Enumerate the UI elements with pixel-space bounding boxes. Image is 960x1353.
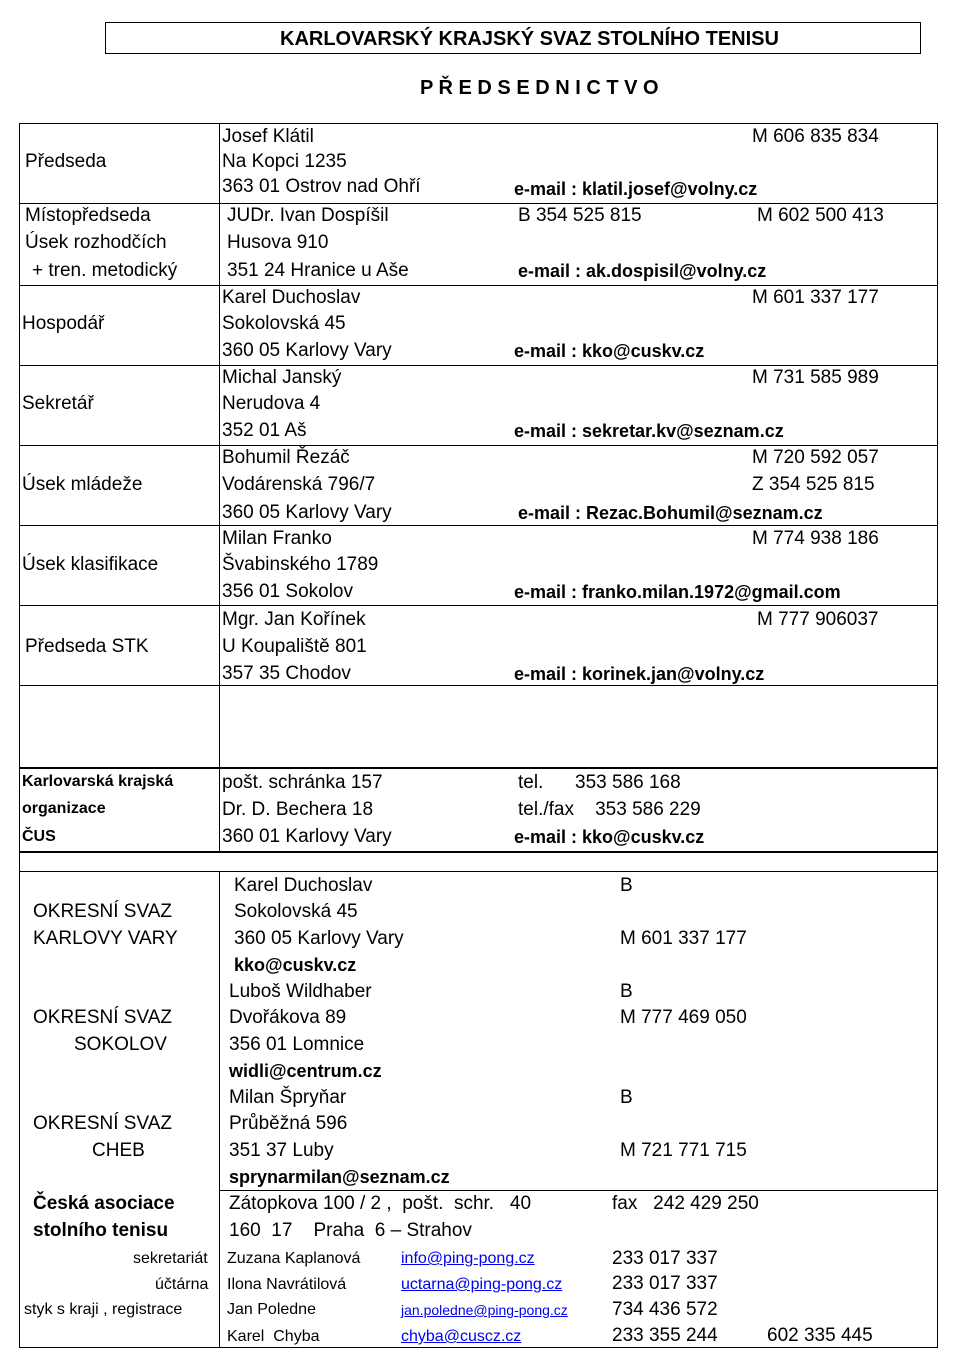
role-label: Předseda STK (25, 636, 149, 657)
district-email: sprynarmilan@seznam.cz (229, 1167, 450, 1187)
organization-col-divider (219, 768, 220, 852)
address-line: JUDr. Ivan Dospíšil (227, 205, 389, 226)
district-address: Sokolovská 45 (234, 901, 358, 922)
district-phone-b: B (620, 875, 633, 896)
address-line: 360 05 Karlovy Vary (222, 340, 392, 361)
district-address: 360 05 Karlovy Vary (234, 928, 404, 949)
district-address: Karel Duchoslav (234, 875, 373, 896)
staff-email-link[interactable]: chyba@cuscz.cz (401, 1328, 522, 1345)
staff-email-link[interactable]: jan.poledne@ping-pong.cz (401, 1302, 568, 1318)
row-divider (19, 525, 938, 526)
staff-phone: 233 355 244 (612, 1325, 718, 1346)
row-divider (19, 445, 938, 446)
district-name: SOKOLOV (74, 1034, 167, 1055)
role-label: Úsek rozhodčích (25, 232, 167, 253)
mobile-phone: M 774 938 186 (752, 528, 879, 549)
page-subtitle: P Ř E D S E D N I C T V O (420, 77, 659, 99)
association-address: Zátopkova 100 / 2 , pošt. schr. 40 (229, 1193, 532, 1214)
email: e-mail : korinek.jan@volny.cz (514, 664, 765, 684)
address-line: Nerudova 4 (222, 393, 321, 414)
other-phone: Z 354 525 815 (752, 474, 875, 495)
district-email: kko@cuskv.cz (234, 955, 357, 975)
spacer-box (19, 686, 938, 768)
address-line: 363 01 Ostrov nad Ohří (222, 176, 421, 197)
address-line: 352 01 Aš (222, 420, 307, 441)
mobile-phone: M 720 592 057 (752, 447, 879, 468)
district-phone-b: B (620, 1087, 633, 1108)
mobile-phone: M 731 585 989 (752, 367, 879, 388)
address-line: Švabinského 1789 (222, 554, 379, 575)
role-label: Úsek klasifikace (22, 554, 159, 575)
address-line: U Koupaliště 801 (222, 636, 367, 657)
address-line: Sokolovská 45 (222, 313, 346, 334)
staff-phone: 233 017 337 (612, 1273, 718, 1294)
page-title: KARLOVARSKÝ KRAJSKÝ SVAZ STOLNÍHO TENISU (280, 28, 779, 50)
organization-address: 360 01 Karlovy Vary (222, 826, 392, 847)
email: e-mail : franko.milan.1972@gmail.com (514, 582, 841, 602)
staff-email-link[interactable]: uctarna@ping-pong.cz (401, 1276, 563, 1293)
district-name: OKRESNÍ SVAZ (33, 1113, 173, 1134)
staff-name: Jan Poledne (227, 1301, 316, 1318)
address-line: Na Kopci 1235 (222, 151, 347, 172)
address-line: 357 35 Chodov (222, 663, 351, 684)
district-address: Luboš Wildhaber (229, 981, 372, 1002)
district-address: 356 01 Lomnice (229, 1034, 365, 1055)
mobile-phone: M 602 500 413 (757, 205, 884, 226)
district-address: Průběžná 596 (229, 1113, 348, 1134)
row-divider (19, 605, 938, 606)
row-divider (19, 365, 938, 366)
address-line: Michal Janský (222, 367, 342, 388)
email: e-mail : sekretar.kv@seznam.cz (514, 421, 784, 441)
association-address: 160 17 Praha 6 – Strahov (229, 1220, 472, 1241)
district-phone-b: B (620, 981, 633, 1002)
role-label: Sekretář (22, 393, 94, 414)
address-line: Mgr. Jan Kořínek (222, 609, 366, 630)
staff-phone-2: 602 335 445 (767, 1325, 873, 1346)
row-divider (19, 203, 938, 204)
row-divider (219, 1190, 938, 1191)
address-line: Husova 910 (227, 232, 329, 253)
district-name: OKRESNÍ SVAZ (33, 901, 173, 922)
staff-role: styk s kraji , registrace (24, 1301, 183, 1318)
mobile-phone: M 606 835 834 (752, 126, 879, 147)
staff-name: Ilona Navrátilová (227, 1276, 347, 1293)
role-label: Místopředseda (25, 205, 151, 226)
spacer-col-divider (219, 686, 220, 768)
district-phone-m: M 601 337 177 (620, 928, 747, 949)
staff-role: účtárna (155, 1276, 209, 1293)
district-table (19, 852, 938, 1348)
role-label: Hospodář (22, 313, 105, 334)
staff-email-link[interactable]: info@ping-pong.cz (401, 1250, 535, 1267)
email: e-mail : klatil.josef@volny.cz (514, 179, 758, 199)
association-fax: fax 242 429 250 (612, 1193, 759, 1214)
address-line: Karel Duchoslav (222, 287, 361, 308)
mobile-phone: M 601 337 177 (752, 287, 879, 308)
email: e-mail : Rezac.Bohumil@seznam.cz (518, 503, 823, 523)
address-line: Bohumil Řezáč (222, 447, 350, 468)
organization-fax: tel./fax 353 586 229 (518, 799, 701, 820)
organization-name: ČUS (22, 828, 56, 845)
role-label: Předseda (25, 151, 107, 172)
row-divider (19, 285, 938, 286)
staff-name: Karel Chyba (227, 1328, 320, 1345)
address-line: Josef Klátil (222, 126, 314, 147)
staff-role: sekretariát (133, 1250, 208, 1267)
address-line: Vodárenská 796/7 (222, 474, 376, 495)
business-phone: B 354 525 815 (518, 205, 642, 226)
district-phone-m: M 721 771 715 (620, 1140, 747, 1161)
staff-phone: 734 436 572 (612, 1299, 718, 1320)
district-name: OKRESNÍ SVAZ (33, 1007, 173, 1028)
association-name: stolního tenisu (33, 1220, 169, 1241)
district-address: Dvořákova 89 (229, 1007, 347, 1028)
organization-address: pošt. schránka 157 (222, 772, 383, 793)
organization-email: e-mail : kko@cuskv.cz (514, 827, 705, 847)
organization-name: Karlovarská krajská (22, 773, 174, 790)
district-address: 351 37 Luby (229, 1140, 334, 1161)
address-line: 360 05 Karlovy Vary (222, 502, 392, 523)
mobile-phone: M 777 906037 (757, 609, 879, 630)
district-email: widli@centrum.cz (229, 1061, 382, 1081)
email: e-mail : ak.dospisil@volny.cz (518, 261, 767, 281)
staff-name: Zuzana Kaplanová (227, 1250, 361, 1267)
row-divider (19, 871, 938, 872)
role-label: Úsek mládeže (22, 474, 143, 495)
address-line: Milan Franko (222, 528, 332, 549)
staff-phone: 233 017 337 (612, 1248, 718, 1269)
district-address: Milan Špryňar (229, 1087, 347, 1108)
organization-name: organizace (22, 800, 106, 817)
address-line: 351 24 Hranice u Aše (227, 260, 409, 281)
association-name: Česká asociace (33, 1193, 175, 1214)
organization-address: Dr. D. Bechera 18 (222, 799, 374, 820)
district-col-divider (219, 871, 220, 1348)
email: e-mail : kko@cuskv.cz (514, 341, 705, 361)
role-label: + tren. metodický (32, 260, 178, 281)
district-name: CHEB (92, 1140, 145, 1161)
organization-phone: tel. 353 586 168 (518, 772, 681, 793)
district-name: KARLOVY VARY (33, 928, 178, 949)
district-phone-m: M 777 469 050 (620, 1007, 747, 1028)
presidium-col-divider (219, 123, 220, 686)
address-line: 356 01 Sokolov (222, 581, 353, 602)
